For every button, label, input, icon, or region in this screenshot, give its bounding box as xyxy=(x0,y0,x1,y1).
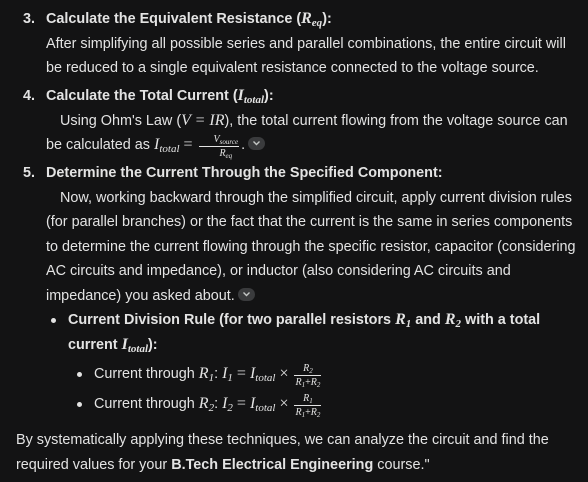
equals: = xyxy=(232,365,250,382)
formula-fraction xyxy=(199,134,240,159)
division-fraction xyxy=(294,393,321,418)
i-sub: 2 xyxy=(227,402,233,414)
den-a-sub: 1 xyxy=(301,411,306,419)
step-content xyxy=(46,84,582,159)
body-start: Using Ohm's Law ( xyxy=(60,112,182,129)
step-heading xyxy=(46,84,582,109)
numerator-sub: source xyxy=(219,138,239,146)
fraction-numerator xyxy=(199,134,240,146)
step-number: 4. xyxy=(23,88,36,104)
denominator-sub: eq xyxy=(225,152,233,160)
closing-end: course." xyxy=(373,456,430,473)
division-fraction xyxy=(294,363,321,388)
denominator-symbol: R xyxy=(219,148,226,159)
current-division-item xyxy=(94,362,574,388)
bullet-dot xyxy=(51,318,56,323)
colon: : xyxy=(214,366,223,382)
r-symbol: R xyxy=(198,365,209,382)
times: × xyxy=(275,395,293,412)
current-division-item xyxy=(94,392,574,418)
body-text: Now, working backward through the simplified circuit, apply current division rules (for parallel branches) or the fact that the current is the same in series components to determine the current flowing through the specific resistor, capacitor (considering AC circuits and impedance), or inductor (also considering AC circuits and impedance) you asked about. xyxy=(46,189,576,304)
step-content xyxy=(46,161,582,308)
formula-eq: = xyxy=(179,136,197,153)
itotal-sub: total xyxy=(255,372,276,384)
step-body xyxy=(46,186,582,309)
i-sub: 1 xyxy=(227,372,233,384)
current-division-heading xyxy=(68,308,582,357)
heading-math-sub: eq xyxy=(311,17,323,29)
r1-symbol: R xyxy=(395,311,406,328)
r-symbol: R xyxy=(198,395,209,412)
end-text: ): xyxy=(148,336,158,353)
den-b-sub: 2 xyxy=(316,381,321,389)
itotal-symbol: I xyxy=(249,395,256,412)
item-prefix: Current through xyxy=(94,396,199,412)
formula-lhs-sub: total xyxy=(159,143,180,155)
course-name: B.Tech Electrical Engineering xyxy=(171,456,374,473)
num-symbol: R xyxy=(303,363,310,374)
den-b-symbol: R xyxy=(310,407,317,418)
num-sub: 2 xyxy=(309,367,313,375)
r2-sub: 2 xyxy=(455,318,461,330)
itotal-sub: total xyxy=(255,402,276,414)
equals: = xyxy=(232,395,250,412)
expand-chip[interactable] xyxy=(238,288,255,301)
colon: : xyxy=(214,396,223,412)
heading-math: R xyxy=(301,10,312,27)
numerator-symbol: V xyxy=(213,134,220,145)
plus: + xyxy=(305,377,311,388)
chevron-down-icon xyxy=(242,291,251,298)
step-heading: Determine the Current Through the Specified Component: xyxy=(46,165,443,181)
itotal-sub: total xyxy=(127,342,148,355)
step-body xyxy=(46,109,582,160)
expand-chip[interactable] xyxy=(248,137,265,150)
item-prefix: Current through xyxy=(94,366,199,382)
den-b-symbol: R xyxy=(310,377,317,388)
fraction-denominator xyxy=(294,375,321,388)
closing-paragraph xyxy=(16,428,582,477)
i-symbol: I xyxy=(222,395,228,412)
den-b-sub: 2 xyxy=(316,411,321,419)
fraction-numerator xyxy=(294,363,321,375)
mid-text: with a total current xyxy=(68,312,541,353)
num-symbol: R xyxy=(303,393,310,404)
step-content xyxy=(46,7,582,81)
bullet-dot xyxy=(77,372,82,377)
body-end: . xyxy=(241,137,246,153)
step-body: After simplifying all possible series and parallel combinations, the entire circuit will be reduced to a single equivalent resistance connected to the voltage source. xyxy=(46,35,566,76)
ohms-law: V = IR xyxy=(181,111,225,129)
heading-text: Calculate the Total Current ( xyxy=(46,88,238,104)
itotal-symbol: I xyxy=(121,335,128,353)
den-a-symbol: R xyxy=(295,407,302,418)
den-a-sub: 1 xyxy=(301,381,306,389)
itotal-symbol: I xyxy=(249,365,256,382)
times: × xyxy=(275,365,293,382)
r1-sub: 1 xyxy=(405,318,412,330)
r-sub: 2 xyxy=(208,402,215,414)
heading-end: ): xyxy=(322,11,332,27)
closing-start: By systematically applying these techniques, we can analyze the circuit and find the required values for your xyxy=(16,432,549,473)
num-sub: 1 xyxy=(309,397,313,405)
and-text: and xyxy=(411,312,445,328)
plus: + xyxy=(305,407,311,418)
heading-math: I xyxy=(237,87,244,104)
heading-text: Current Division Rule (for two parallel resistors xyxy=(68,312,396,328)
fraction-denominator xyxy=(199,146,240,159)
i-symbol: I xyxy=(222,365,228,382)
step-heading xyxy=(46,7,582,32)
fraction-denominator xyxy=(294,405,321,418)
formula-lhs: I xyxy=(154,136,160,153)
step-number: 5. xyxy=(23,165,36,181)
heading-end: ): xyxy=(264,88,274,104)
den-a-symbol: R xyxy=(295,377,302,388)
fraction-numerator xyxy=(294,393,321,405)
r2-symbol: R xyxy=(444,311,456,328)
heading-math-sub: total xyxy=(243,94,265,106)
body-mid: ), the total current flowing from the voltage source can be calculated as xyxy=(46,112,568,153)
step-number: 3. xyxy=(23,11,36,27)
r-sub: 1 xyxy=(208,372,215,384)
heading-text: Calculate the Equivalent Resistance ( xyxy=(46,11,302,27)
chevron-down-icon xyxy=(252,140,261,147)
bullet-dot xyxy=(77,402,82,407)
